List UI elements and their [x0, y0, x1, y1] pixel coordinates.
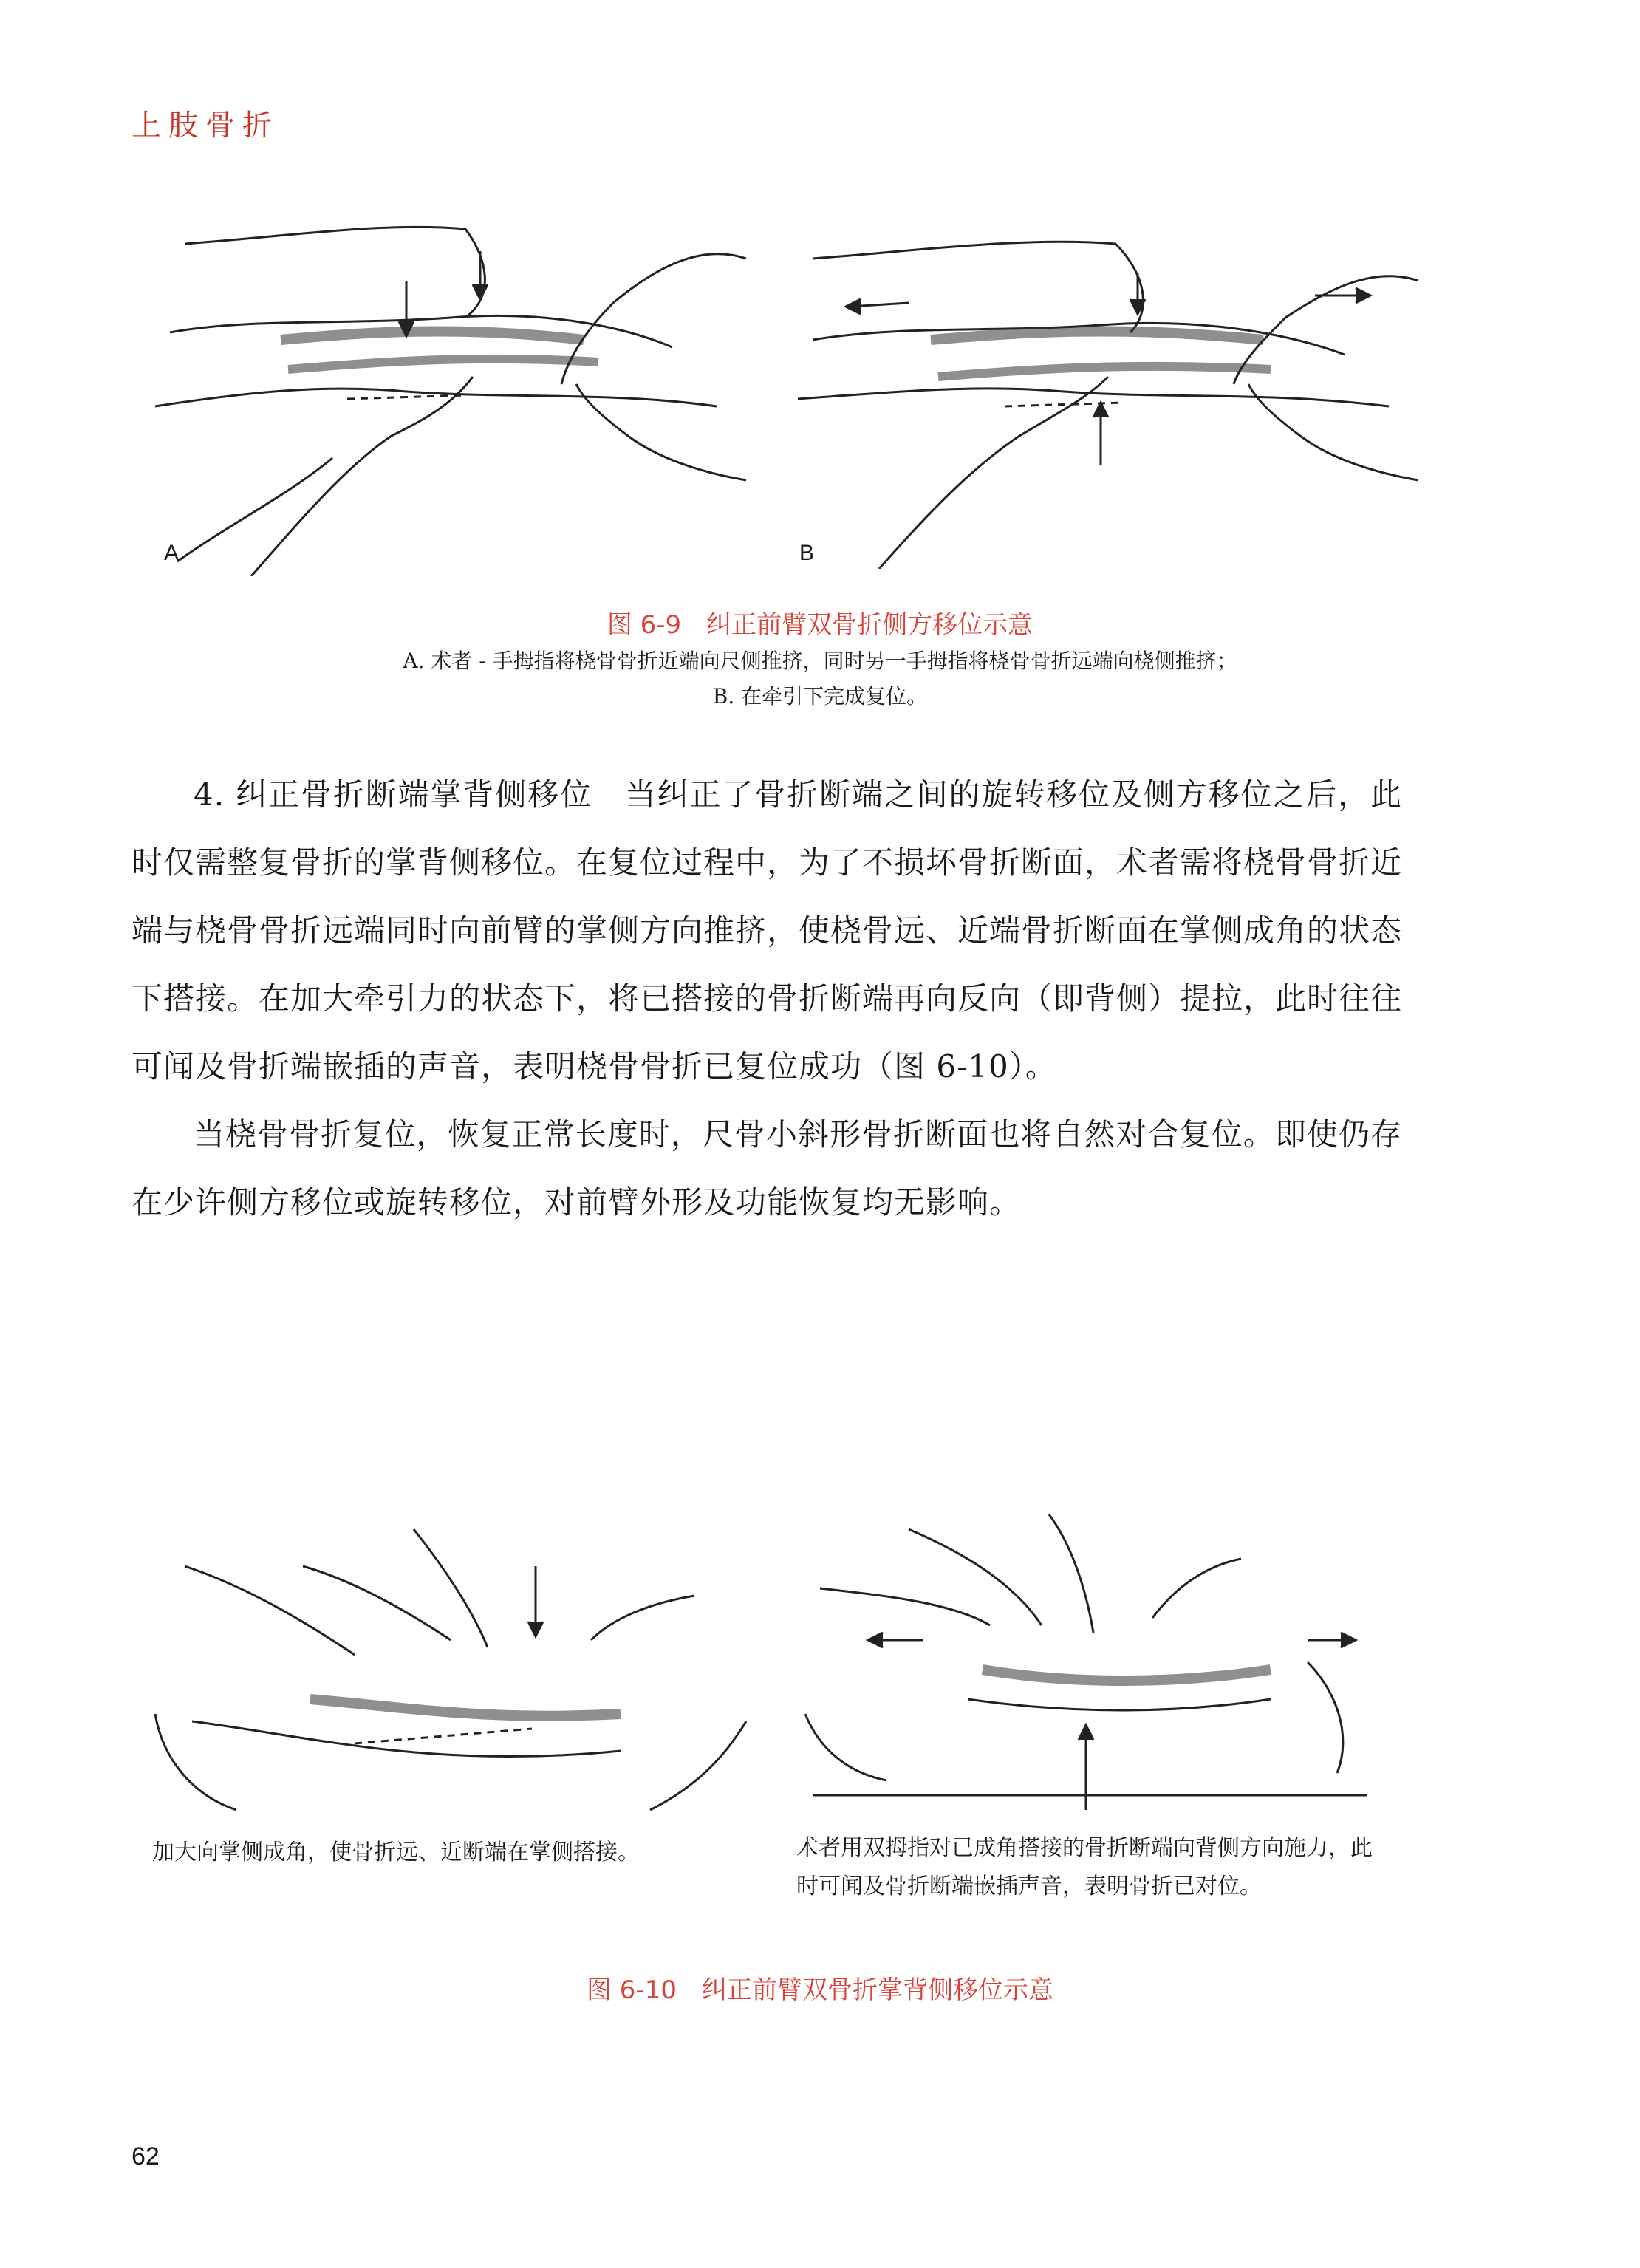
forearm-hands-drawing-b [783, 222, 1426, 569]
figure-label-b: B [799, 541, 815, 565]
forearm-hands-drawing-a [140, 214, 754, 576]
paragraph-1: 4. 纠正骨折断端掌背侧移位 当纠正了骨折断端之间的旋转移位及侧方移位之后，此时仅需整复骨折的掌背侧移位。在复位过程中，为了不损坏骨折断面，术者需将桡骨骨折近端与桡骨骨折远端同时向前臂的掌侧方向推挤，使桡骨远、近端骨折断面在掌侧成角的状态下搭接。在加大牵引力的状态下，将已搭接的骨折断端再向反向（即背侧）提拉，此时往往可闻及骨折端嵌插的声音，表明桡骨骨折已复位成功（图 6-10）。 [131, 776, 1403, 1085]
page-number: 62 [131, 2142, 160, 2170]
figure-6-9a-illustration [140, 214, 754, 576]
figure-6-10-caption: 图 6-10 纠正前臂双骨折掌背侧移位示意 [587, 1975, 1053, 2005]
forearm-hands-drawing-d [790, 1500, 1374, 1810]
figure-6-9-note-line1: A. 术者 - 手拇指将桡骨骨折近端向尺侧推挤，同时另一手拇指将桡骨骨折远端向桡侧推挤； [403, 649, 1237, 673]
body-text [131, 761, 1402, 1237]
figure-6-9-caption: 图 6-9 纠正前臂双骨折侧方移位示意 [607, 610, 1033, 640]
figure-6-10-right-illustration [790, 1500, 1374, 1810]
figure-6-10-left-caption: 加大向掌侧成角，使骨折远、近断端在掌侧搭接。 [152, 1840, 640, 1865]
figure-6-9b-illustration [783, 222, 1426, 569]
figure-label-a: A [164, 541, 180, 565]
paragraph-2: 当桡骨骨折复位，恢复正常长度时，尺骨小斜形骨折断面也将自然对合复位。即使仍存在少许侧方移位或旋转移位，对前臂外形及功能恢复均无影响。 [131, 1116, 1402, 1220]
figure-6-10-left-illustration [133, 1522, 761, 1825]
figure-6-9-note-line2: B. 在牵引下完成复位。 [712, 684, 928, 708]
chapter-header: 上肢骨折 [131, 109, 279, 143]
forearm-hands-drawing-c [133, 1522, 761, 1825]
figure-6-10-right-caption: 术者用双拇指对已成角搭接的骨折断端向背侧方向施力，此时可闻及骨折断端嵌插声音，表明骨折已对位。 [796, 1835, 1373, 1899]
